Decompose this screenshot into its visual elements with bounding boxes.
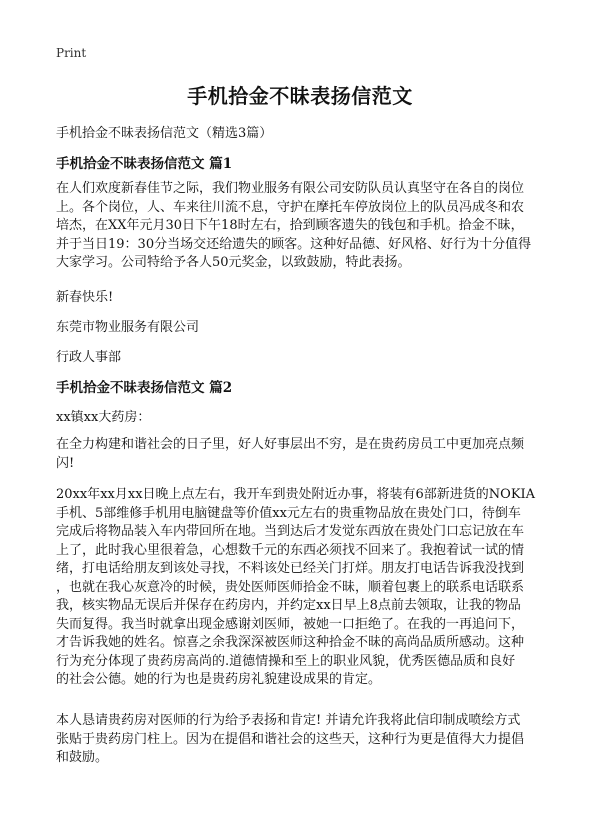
section1-heading: 手机拾金不昧表扬信范文 篇1 bbox=[56, 156, 233, 172]
text-line: 手机、5部维修手机用电脑键盘等价值xx元左右的贵重物品放在贵处门口，待倒车 bbox=[56, 505, 521, 521]
text-line: 完成后将物品装入车内带回所在地。当到达后才发觉东西放在贵处门口忘记放在车 bbox=[56, 524, 525, 539]
section1-paragraph bbox=[56, 180, 556, 273]
text-line: 失而复得。我当时就拿出现金感谢刘医师，被她一口拒绝了。在我的一再追问下， bbox=[56, 616, 525, 632]
page-title: 手机拾金不昧表扬信范文 bbox=[187, 84, 413, 108]
company-name: 东莞市物业服务有限公司 bbox=[56, 320, 200, 335]
section2-paragraph-1 bbox=[56, 436, 556, 473]
text-line: 才告诉我她的姓名。惊喜之余我深深被医师这种拾金不昧的高尚品质所感动。这种 bbox=[56, 635, 525, 650]
department-name: 行政人事部 bbox=[56, 350, 122, 365]
text-line: 培杰，在XX年元月30日下午18时左右，拾到顾客遗失的钱包和手机。拾金不昧， bbox=[56, 218, 524, 233]
text-line: 绪，打电话给朋友到该处寻找，不料该处已经关门打烊。朋友打电话告诉我没找到 bbox=[56, 561, 525, 576]
section2-heading: 手机拾金不昧表扬信范文 篇2 bbox=[56, 380, 233, 396]
text-line: 行为充分体现了贵药房高尚的.道德情操和至上的职业风貌，优秀医德品质和良好 bbox=[56, 653, 516, 669]
text-line: ，也就在我心灰意冷的时候，贵处医师医师拾金不昧，顺着包裹上的联系电话联系 bbox=[56, 579, 525, 595]
text-line: 20xx年xx月xx日晚上点左右，我开车到贵处附近办事，将装有6部新进货的NOKIA bbox=[56, 487, 536, 502]
text-line: 本人恳请贵药房对医师的行为给予表扬和肯定! 并请允许我将此信印制成喷绘方式 bbox=[56, 713, 521, 728]
text-line: 上。各个岗位，人、车来往川流不息，守护在摩托车停放岗位上的队员冯成冬和农 bbox=[56, 199, 525, 215]
text-line: 和鼓励。 bbox=[56, 750, 109, 765]
section2-paragraph-3 bbox=[56, 712, 556, 768]
text-line: 张贴于贵药房门柱上。因为在提倡和谐社会的这些天，这种行为更是值得大力提倡 bbox=[56, 731, 525, 747]
text-line: 在人们欢度新春佳节之际，我们物业服务有限公司安防队员认真坚守在各自的岗位 bbox=[56, 181, 525, 196]
text-line: 上了，此时我心里很着急，心想数千元的东西必须找不回来了。我抱着试一试的情 bbox=[56, 542, 525, 558]
text-line: 我，核实物品无误后并保存在药房内，并约定xx日早上8点前去领取，让我的物品 bbox=[56, 598, 521, 613]
text-line: 并于当日19：30分当场交还给遗失的顾客。这种好品德、好风格、好行为十分值得 bbox=[56, 236, 532, 252]
text-line: 在全力构建和谐社会的日子里，好人好事层出不穷，是在贵药房员工中更加亮点频 bbox=[56, 437, 525, 452]
text-line: 闪! bbox=[56, 455, 75, 471]
print-label[interactable]: Print bbox=[56, 46, 87, 60]
salutation: xx镇xx大药房： bbox=[56, 410, 151, 425]
text-line: 大家学习。公司特给予各人50元奖金，以致鼓励，特此表扬。 bbox=[56, 255, 411, 270]
text-line: 的社会公德。她的行为也是贵药房礼貌建设成果的肯定。 bbox=[56, 672, 382, 687]
greeting: 新春快乐! bbox=[56, 290, 114, 305]
section2-paragraph-2 bbox=[56, 486, 556, 690]
subtitle: 手机拾金不昧表扬信范文（精选3篇） bbox=[56, 126, 273, 141]
